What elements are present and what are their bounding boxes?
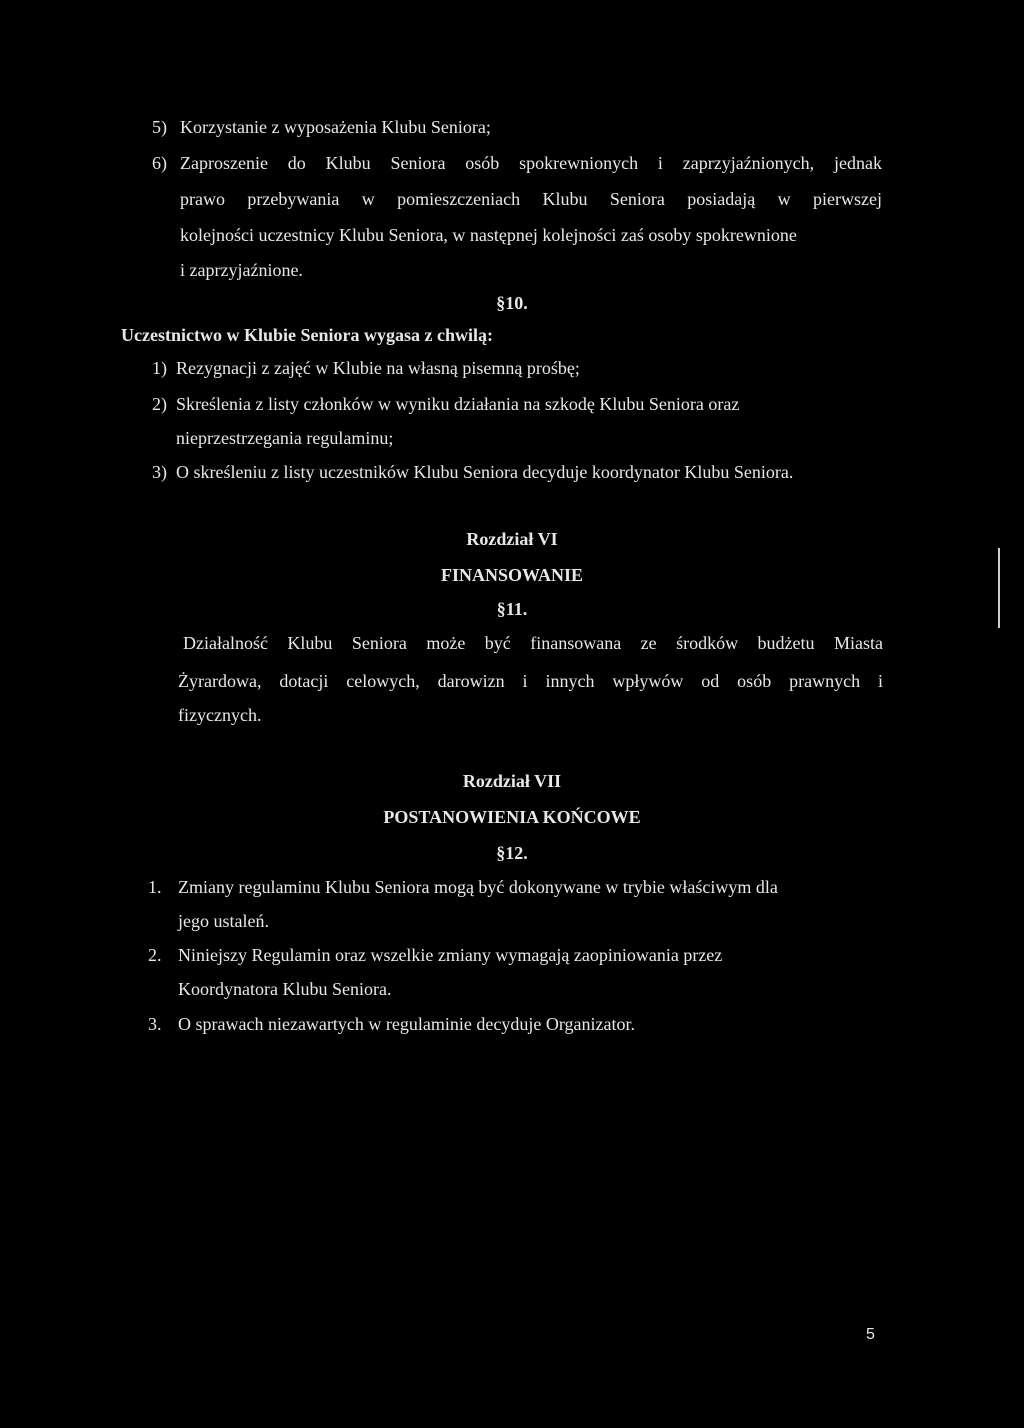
paragraph-line: fizycznych. — [178, 705, 262, 725]
list-item-line: Zmiany regulaminu Klubu Seniora mogą być dokonywane w trybie właściwym dla — [178, 877, 778, 897]
list-number: 5) — [152, 117, 167, 137]
list-item-text: Korzystanie z wyposażenia Klubu Seniora; — [180, 117, 491, 137]
section-heading: §10. — [496, 293, 528, 313]
list-item-line: prawo przebywania w pomieszczeniach Klubu Seniora posiadają w pierwszej — [180, 189, 882, 209]
list-item-line: Koordynatora Klubu Seniora. — [178, 979, 392, 999]
list-item-line: kolejności uczestnicy Klubu Seniora, w następnej kolejności zaś osoby spokrewnione — [180, 225, 797, 245]
list-item-text: O sprawach niezawartych w regulaminie decyduje Organizator. — [178, 1014, 635, 1034]
list-item-line: jego ustaleń. — [178, 911, 269, 931]
list-number: 3. — [148, 1014, 162, 1034]
list-item-text: O skreśleniu z listy uczestników Klubu Seniora decyduje koordynator Klubu Seniora. — [176, 462, 794, 482]
list-item-line: Skreślenia z listy członków w wyniku działania na szkodę Klubu Seniora oraz — [176, 394, 740, 414]
section-intro: Uczestnictwo w Klubie Seniora wygasa z chwilą: — [121, 325, 493, 345]
section-heading: §12. — [496, 843, 528, 863]
scan-edge-mark — [998, 548, 1000, 628]
chapter-subtitle: POSTANOWIENIA KOŃCOWE — [383, 807, 641, 827]
list-number: 1. — [148, 877, 162, 897]
section-heading: §11. — [496, 599, 528, 619]
list-item-line: nieprzestrzegania regulaminu; — [176, 428, 394, 448]
list-number: 1) — [152, 358, 167, 378]
list-number: 2) — [152, 394, 167, 414]
list-number: 6) — [152, 153, 167, 173]
paragraph-line: Działalność Klubu Seniora może być finansowana ze środków budżetu Miasta — [183, 633, 883, 653]
list-item-line: Zaproszenie do Klubu Seniora osób spokrewnionych i zaprzyjaźnionych, jednak — [180, 153, 882, 173]
list-number: 2. — [148, 945, 162, 965]
list-item-line: i zaprzyjaźnione. — [180, 260, 303, 280]
list-item-line: Niniejszy Regulamin oraz wszelkie zmiany wymagają zaopiniowania przez — [178, 945, 723, 965]
list-number: 3) — [152, 462, 167, 482]
chapter-title: Rozdział VII — [462, 771, 562, 791]
paragraph-line: Żyrardowa, dotacji celowych, darowizn i innych wpływów od osób prawnych i — [178, 671, 883, 691]
page-number: 5 — [866, 1326, 875, 1343]
list-item-text: Rezygnacji z zajęć w Klubie na własną pisemną prośbę; — [176, 358, 580, 378]
chapter-subtitle: FINANSOWANIE — [440, 565, 584, 585]
chapter-title: Rozdział VI — [466, 529, 558, 549]
